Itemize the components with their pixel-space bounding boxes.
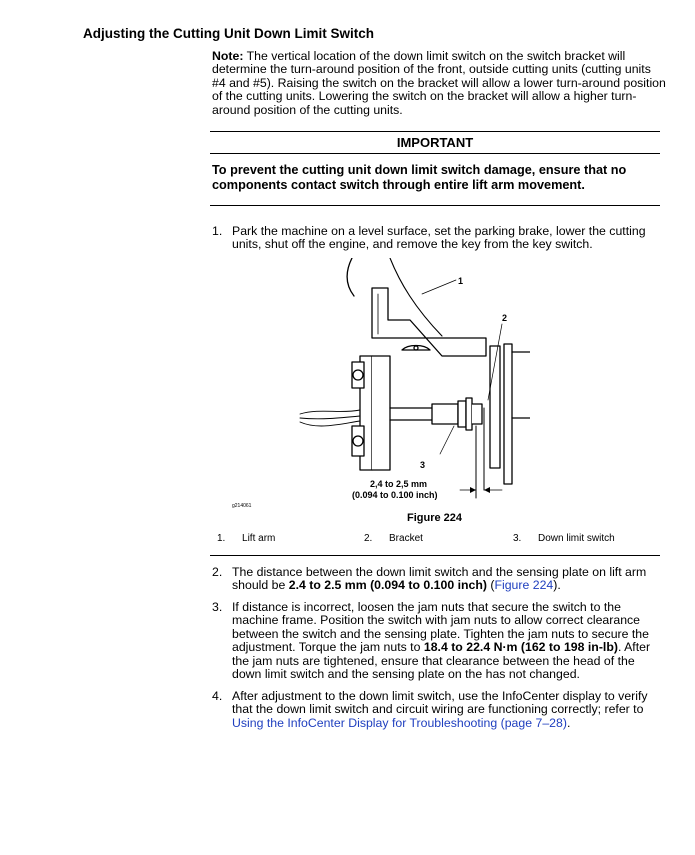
dimension-inch-label: (0.094 to 0.100 inch) (352, 490, 438, 500)
step-number: 4. (212, 689, 223, 703)
callout-legend-1 (217, 533, 275, 544)
step-number: 3. (212, 600, 223, 614)
step-text-part: After adjustment to the down limit switch, use the InfoCenter display to verify that the down limit switch and circuit wiring are functioning correctly; refer to (232, 689, 648, 717)
step-3 (212, 601, 660, 681)
note-paragraph (212, 50, 667, 117)
important-warning-text: To prevent the cutting unit down limit switch damage, ensure that no components contact switch through entire lift arm movement. (212, 163, 627, 192)
callout-legend-2 (364, 533, 423, 544)
callout-1-label: 1 (458, 276, 464, 286)
dimension-mm-label: 2,4 to 2,5 mm (370, 479, 428, 489)
step-text: Park the machine on a level surface, set the parking brake, lower the cutting units, shut off the engine, and remove the key from the key switch. (232, 224, 646, 252)
figure-224-link[interactable]: Figure 224 (494, 578, 554, 593)
step-text-part: ( (486, 578, 495, 593)
step-number: 2. (212, 565, 223, 579)
step-text-part: If distance is incorrect, loosen the jam nuts that secure the switch to the machine frame. Position the switch with jam nuts to allow correct clearance between the switch and the sensing plate. Tighten the jam nuts to secure the adjustment. Torque the jam nuts to (232, 600, 649, 655)
step-1 (212, 225, 660, 252)
step-text (232, 601, 660, 681)
callout-number: 2. (364, 533, 373, 544)
callout-3-label: 3 (420, 460, 426, 470)
callout-legend-3 (513, 533, 615, 544)
step-text-part: . After the jam nuts are tightened, ensure that clearance between the head of the down limit switch and the sensing plate on the has not changed. (232, 640, 651, 682)
callout-label: Lift arm (242, 533, 276, 544)
step-2 (212, 566, 660, 593)
infocenter-troubleshooting-link[interactable]: Using the InfoCenter Display for Troubleshooting (page 7–28) (232, 715, 567, 730)
callout-label: Bracket (389, 533, 423, 544)
step-4 (212, 690, 660, 730)
callout-number: 3. (513, 533, 522, 544)
figure-code: g214061 (232, 503, 252, 509)
step-text (232, 690, 660, 730)
distance-value: 2.4 to 2.5 mm (0.094 to 0.100 inch) (288, 578, 487, 593)
note-text: The vertical location of the down limit switch on the switch bracket will determine the turn-around position of the front, outside cutting units (cutting units #4 and #5). Raising the switch on the bracket will allow a lower turn-around position of the cutting units. Lowering the switch on the bracket will allow a higher turn-around position of the cutting units. (212, 49, 666, 117)
callout-2-label: 2 (502, 313, 508, 323)
callout-number: 1. (217, 533, 226, 544)
torque-value: 18.4 to 22.4 N·m (162 to 198 in-lb) (423, 640, 618, 655)
step-text-part: ). (553, 578, 561, 593)
important-top-rule (210, 131, 660, 132)
important-mid-rule (210, 153, 660, 154)
step-text-part: The distance between the down limit switch and the sensing plate on lift arm should be (232, 565, 647, 593)
figure-224-illustration (290, 258, 530, 506)
callout-label: Down limit switch (538, 533, 615, 544)
note-label: Note: (212, 49, 244, 63)
step-text-part: . (566, 715, 571, 730)
important-label: IMPORTANT (396, 135, 474, 150)
section-title: Adjusting the Cutting Unit Down Limit Switch (83, 26, 374, 41)
callout-bottom-rule (210, 555, 660, 556)
important-bottom-rule (210, 205, 660, 206)
step-text (232, 566, 660, 593)
figure-caption: Figure 224 (407, 512, 463, 524)
step-number: 1. (212, 224, 223, 238)
